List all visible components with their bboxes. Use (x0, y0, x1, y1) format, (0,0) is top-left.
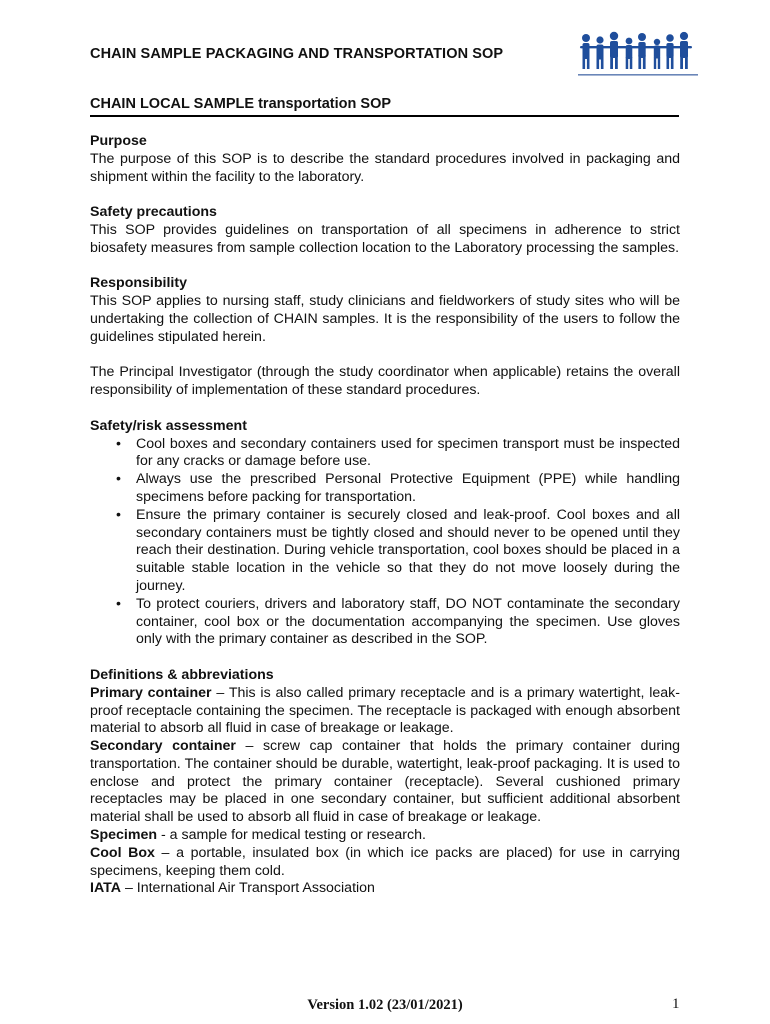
responsibility-heading: Responsibility (90, 275, 187, 292)
person-figure (582, 34, 590, 69)
list-item: • Always use the prescribed Personal Protective Equipment (PPE) while handling specimens before packing for transportation. (136, 471, 680, 507)
person-figure (666, 34, 674, 69)
definition-item: Secondary container – screw cap container that holds the primary container during transportation. The container should be durable, watertight, leak-proof packaging. It is used to enclose and protect the primary container (receptacle). Several cushioned primary receptacles may be placed in one secondary container, but sufficient additional absorbent material shall be used to absorb all fluid in case of breakage or leakage. (90, 738, 680, 826)
page-number: 1 (672, 996, 680, 1012)
definitions-section (90, 667, 680, 898)
definition-text: a sample for medical testing or research. (169, 827, 426, 844)
purpose-section (90, 133, 680, 186)
definitions-heading: Definitions & abbreviations (90, 666, 274, 683)
safety-precautions-text: This SOP provides guidelines on transportation of all specimens in adherence to strict biosafety measures from sample collection location to the Laboratory processing the samples. (90, 221, 680, 256)
risk-assessment-section (90, 418, 680, 649)
definition-text: This is also called primary receptacle and is a primary watertight, leak-proof receptacle containing the specimen. The receptacle is packaged with enough absorbent material to absorb all fluid in case of breakage or leakage. (90, 684, 680, 737)
list-item: • To protect couriers, drivers and laboratory staff, DO NOT contaminate the secondary container, cool box or the documentation accompanying the specimen. Use gloves only with the primary container as described in the SOP. (136, 596, 680, 649)
definition-term: Primary container (90, 684, 212, 701)
document-body (90, 133, 680, 898)
person-figure (596, 36, 603, 69)
safety-precautions-heading: Safety precautions (90, 204, 217, 221)
risk-assessment-heading: Safety/risk assessment (90, 417, 247, 434)
definition-text: screw cap container that holds the primary container during transportation. The container should be durable, watertight, leak-proof packaging. It is used to enclose and protect the primary container (receptacle). Several cushioned primary receptacles may be placed in one secondary container, but sufficient additional absorbent material shall be used to absorb all fluid in case of breakage or leakage. (90, 738, 680, 826)
document-header-title: CHAIN SAMPLE PACKAGING AND TRANSPORTATION SOP (90, 46, 504, 62)
person-figure (680, 32, 688, 69)
responsibility-pi-text: The Principal Investigator (through the study coordinator when applicable) retains the overall responsibility of implementation of these standard procedures. (90, 364, 680, 399)
person-figure (638, 33, 646, 69)
purpose-heading: Purpose (90, 133, 147, 149)
definition-text: a portable, insulated box (in which ice packs are placed) for use in carrying specimens, keeping them cold. (90, 844, 680, 879)
definition-term: Secondary container (90, 738, 236, 755)
definition-item: Specimen - a sample for medical testing or research. (90, 827, 426, 844)
list-item: • Ensure the primary container is securely closed and leak-proof. Cool boxes and all secondary containers must be tightly closed and should never to be opened until they reach their destination. During vehicle transportation, cool boxes should be placed in a suitable stable location in the vehicle so that they do not move loosely during the journey. (136, 507, 680, 596)
definition-text: International Air Transport Association (136, 880, 375, 897)
responsibility-section (90, 275, 680, 400)
definition-item: Primary container – This is also called primary receptacle and is a primary watertight, leak-proof receptacle containing the specimen. The receptacle is packaged with enough absorbent material to absorb all fluid in case of breakage or leakage. (90, 684, 680, 737)
definition-term: Specimen (90, 827, 158, 844)
document-subtitle: CHAIN LOCAL SAMPLE transportation SOP (90, 96, 679, 117)
definition-term: IATA (90, 880, 121, 897)
footer-version: Version 1.02 (23/01/2021) (307, 997, 463, 1013)
people-chain-logo-icon (574, 28, 702, 80)
responsibility-text: This SOP applies to nursing staff, study clinicians and fieldworkers of study sites who will be undertaking the collection of CHAIN samples. It is the responsibility of the users to follow the guidelines stipulated herein. (90, 293, 680, 345)
purpose-text: The purpose of this SOP is to describe the standard procedures involved in packaging and shipment within the facility to the laboratory. (90, 150, 680, 185)
definition-term: Cool Box (90, 844, 155, 861)
person-figure (610, 32, 618, 69)
definition-item: Cool Box – a portable, insulated box (in which ice packs are placed) for use in carrying specimens, keeping them cold. (90, 844, 680, 879)
definition-item: IATA – International Air Transport Association (90, 880, 375, 897)
safety-precautions-section (90, 204, 680, 257)
person-figure (654, 39, 660, 69)
list-item: • Cool boxes and secondary containers used for specimen transport must be inspected for any cracks or damage before use. (136, 436, 680, 472)
person-figure (626, 38, 633, 69)
risk-assessment-list (90, 436, 680, 650)
